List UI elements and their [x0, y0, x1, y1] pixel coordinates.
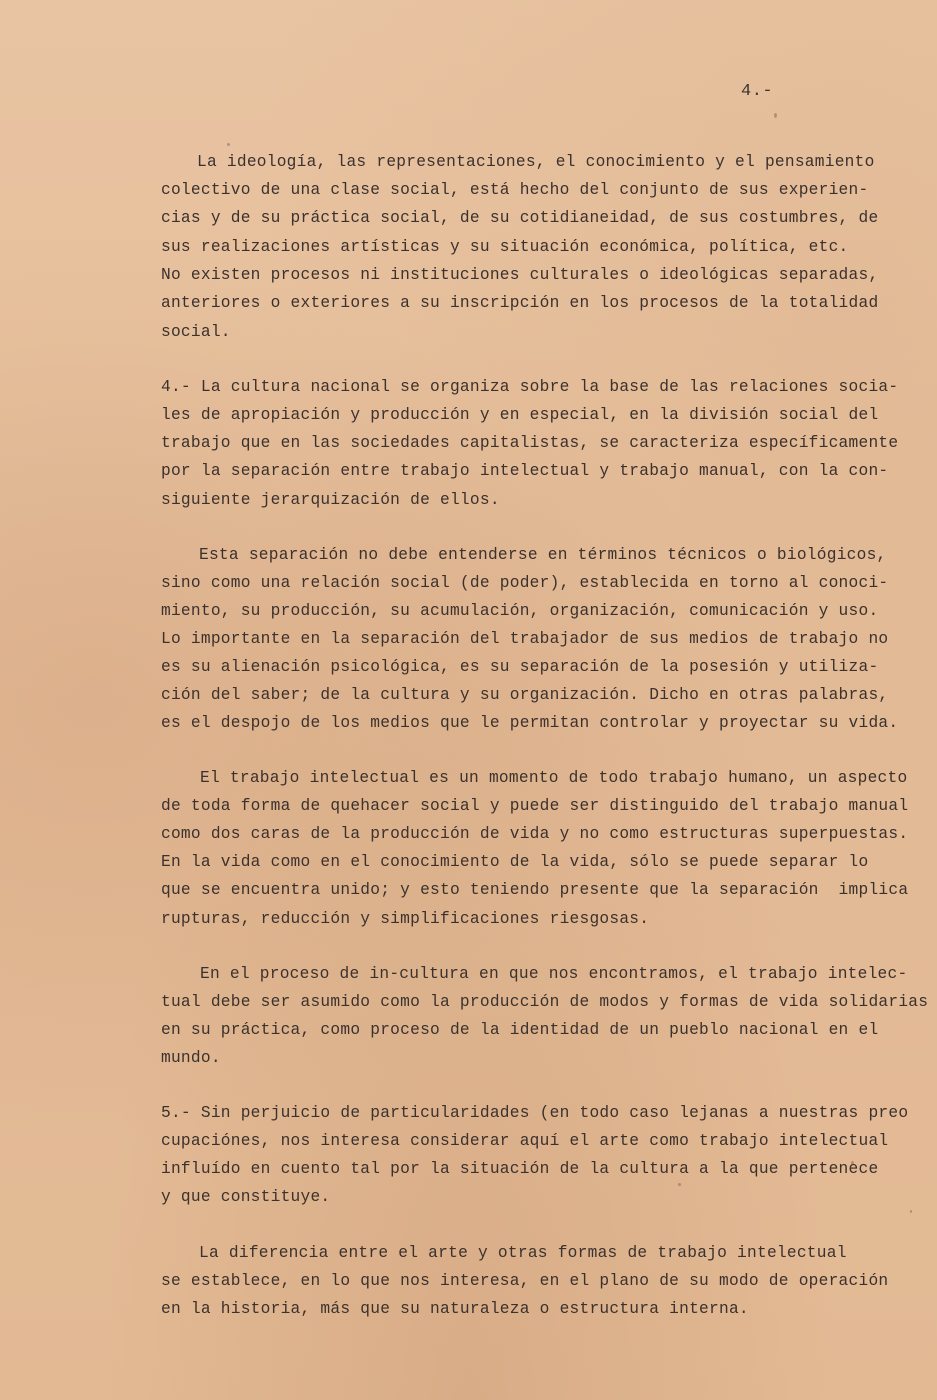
paragraph-5-line-1: En el proceso de in-cultura en que nos encontramos, el trabajo intelec-	[200, 965, 908, 983]
paragraph-3-line-6: ción del saber; de la cultura y su organización. Dicho en otras palabras,	[161, 686, 889, 704]
page-number: 4.-	[741, 82, 774, 101]
paragraph-6-line-4: y que constituye.	[161, 1188, 331, 1206]
paragraph-1-line-6: anteriores o exteriores a su inscripción en los procesos de la totalidad	[161, 294, 879, 312]
paragraph-3-line-4: Lo importante en la separación del trabajador de sus medios de trabajo no	[161, 630, 889, 648]
paper-speck	[678, 1183, 681, 1186]
paragraph-4-line-3: como dos caras de la producción de vida y no como estructuras superpuestas.	[161, 825, 909, 843]
paragraph-4-line-4: En la vida como en el conocimiento de la vida, sólo se puede separar lo	[161, 853, 869, 871]
paragraph-6-line-3: influído en cuento tal por la situación de la cultura a la que pertenece	[161, 1160, 879, 1178]
paragraph-5-line-3: en su práctica, como proceso de la identidad de un pueblo nacional en el	[161, 1021, 879, 1039]
paper-speck	[227, 143, 230, 146]
paragraph-7-line-1: La diferencia entre el arte y otras formas de trabajo intelectual	[199, 1244, 847, 1262]
paragraph-3-line-1: Esta separación no debe entenderse en términos técnicos o biológicos,	[199, 546, 887, 564]
paragraph-4-line-6: rupturas, reducción y simplificaciones riesgosas.	[161, 910, 650, 928]
paragraph-6-line-2: cupaciónes, nos interesa considerar aquí el arte como trabajo intelectual	[161, 1132, 889, 1150]
paragraph-4-line-2: de toda forma de quehacer social y puede ser distinguido del trabajo manual	[161, 797, 909, 815]
paragraph-4-line-1: El trabajo intelectual es un momento de todo trabajo humano, un aspecto	[200, 769, 908, 787]
paragraph-3-line-7: es el despojo de los medios que le permitan controlar y proyectar su vida.	[161, 714, 899, 732]
paragraph-2-line-4: por la separación entre trabajo intelectual y trabajo manual, con la con-	[161, 462, 889, 480]
paragraph-7-line-2: se establece, en lo que nos interesa, en el plano de su modo de operación	[161, 1272, 889, 1290]
paragraph-3-line-3: miento, su producción, su acumulación, organización, comunicación y uso.	[161, 602, 879, 620]
paragraph-3-line-2: sino como una relación social (de poder), establecida en torno al conoci-	[161, 574, 889, 592]
paragraph-2-line-5: siguiente jerarquización de ellos.	[161, 491, 500, 509]
paragraph-6-line-1: 5.- Sin perjuicio de particularidades (en todo caso lejanas a nuestras preo	[161, 1104, 909, 1122]
paragraph-1-line-4: sus realizaciones artísticas y su situación económica, política, etc.	[161, 238, 849, 256]
paragraph-2-line-2: les de apropiación y producción y en especial, en la división social del	[161, 406, 879, 424]
paragraph-1-line-2: colectivo de una clase social, está hecho del conjunto de sus experien-	[161, 181, 869, 199]
paper-speck	[774, 113, 777, 118]
paragraph-2-line-3: trabajo que en las sociedades capitalistas, se caracteriza específicamente	[161, 434, 899, 452]
paragraph-2-line-1: 4.- La cultura nacional se organiza sobre la base de las relaciones socia-	[161, 378, 899, 396]
paragraph-4-line-5: que se encuentra unido; y esto teniendo presente que la separación implica	[161, 881, 909, 899]
paragraph-7-line-3: en la historia, más que su naturaleza o estructura interna.	[161, 1300, 749, 1318]
paper-speck	[910, 1210, 912, 1213]
paragraph-3-line-5: es su alienación psicológica, es su separación de la posesión y utiliza-	[161, 658, 879, 676]
paragraph-5-line-4: mundo.	[161, 1049, 221, 1067]
paragraph-5-line-2: tual debe ser asumido como la producción de modos y formas de vida solidarias	[161, 993, 929, 1011]
paper-speck	[851, 1161, 854, 1165]
paragraph-1-line-1: La ideología, las representaciones, el conocimiento y el pensamiento	[197, 153, 875, 171]
paragraph-1-line-7: social.	[161, 323, 231, 341]
paragraph-1-line-3: cias y de su práctica social, de su cotidianeidad, de sus costumbres, de	[161, 209, 879, 227]
paragraph-1-line-5: No existen procesos ni instituciones culturales o ideológicas separadas,	[161, 266, 879, 284]
